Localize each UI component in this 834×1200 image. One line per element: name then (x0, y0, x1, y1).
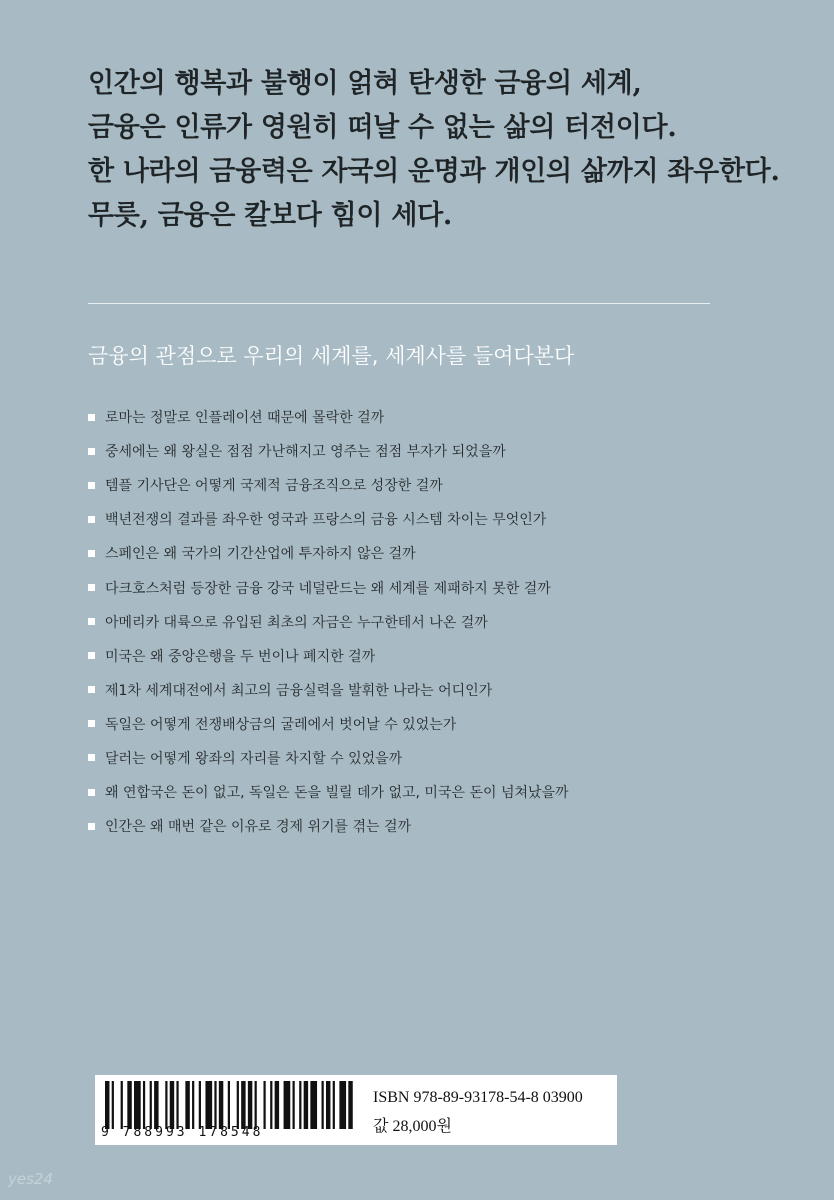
square-bullet-icon (88, 618, 95, 625)
subheading: 금융의 관점으로 우리의 세계를, 세계사를 들여다본다 (88, 344, 575, 368)
square-bullet-icon (88, 686, 95, 693)
list-item (88, 809, 569, 843)
question-text: 다크호스처럼 등장한 금융 강국 네덜란드는 왜 세계를 제패하지 못한 걸까 (105, 580, 551, 597)
list-item (88, 741, 569, 775)
question-text: 달러는 어떻게 왕좌의 자리를 차지할 수 있었을까 (105, 750, 403, 767)
list-item (88, 775, 569, 809)
list-item (88, 536, 569, 570)
question-text: 왜 연합국은 돈이 없고, 독일은 돈을 빌릴 데가 없고, 미국은 돈이 넘쳐났을까 (105, 785, 569, 802)
list-item (88, 639, 569, 673)
watermark: yes24 (8, 1170, 54, 1188)
list-item (88, 502, 569, 536)
divider (88, 303, 710, 304)
price-text: 값 28,000원 (373, 1118, 452, 1135)
question-text: 템플 기사단은 어떻게 국제적 금융조직으로 성장한 걸까 (105, 478, 443, 495)
barcode-panel (95, 1075, 617, 1145)
list-item (88, 673, 569, 707)
list-item (88, 468, 569, 502)
square-bullet-icon (88, 754, 95, 761)
square-bullet-icon (88, 414, 95, 421)
square-bullet-icon (88, 448, 95, 455)
question-text: 중세에는 왜 왕실은 점점 가난해지고 영주는 점점 부자가 되었을까 (105, 444, 506, 461)
square-bullet-icon (88, 550, 95, 557)
question-text: 로마는 정말로 인플레이션 때문에 몰락한 걸까 (105, 410, 385, 427)
barcode-icon (105, 1081, 355, 1129)
list-item (88, 400, 569, 434)
square-bullet-icon (88, 823, 95, 830)
question-text: 아메리카 대륙으로 유입된 최초의 자금은 누구한테서 나온 걸까 (105, 614, 488, 631)
question-text: 백년전쟁의 결과를 좌우한 영국과 프랑스의 금융 시스템 차이는 무엇인가 (105, 512, 547, 529)
headline-line-3: 한 나라의 금융력은 자국의 운명과 개인의 삶까지 좌우한다. (88, 156, 780, 187)
isbn-text: ISBN 978-89-93178-54-8 03900 (373, 1089, 583, 1106)
list-item (88, 605, 569, 639)
question-text: 제1차 세계대전에서 최고의 금융실력을 발휘한 나라는 어디인가 (105, 682, 493, 699)
square-bullet-icon (88, 516, 95, 523)
headline-line-1: 인간의 행복과 불행이 얽혀 탄생한 금융의 세계, (88, 68, 642, 99)
question-list (88, 400, 569, 843)
headline-line-2: 금융은 인류가 영원히 떠날 수 없는 삶의 터전이다. (88, 112, 677, 143)
barcode-digits: 9 788993 178548 (101, 1125, 264, 1140)
question-text: 스페인은 왜 국가의 기간산업에 투자하지 않은 걸까 (105, 546, 416, 563)
headline-block (88, 62, 788, 238)
question-text: 독일은 어떻게 전쟁배상금의 굴레에서 벗어날 수 있었는가 (105, 716, 457, 733)
square-bullet-icon (88, 720, 95, 727)
list-item (88, 570, 569, 604)
list-item (88, 434, 569, 468)
square-bullet-icon (88, 789, 95, 796)
square-bullet-icon (88, 482, 95, 489)
question-text: 미국은 왜 중앙은행을 두 번이나 폐지한 걸까 (105, 648, 376, 665)
list-item (88, 707, 569, 741)
square-bullet-icon (88, 584, 95, 591)
square-bullet-icon (88, 652, 95, 659)
question-text: 인간은 왜 매번 같은 이유로 경제 위기를 겪는 걸까 (105, 819, 412, 836)
headline-line-4: 무릇, 금융은 칼보다 힘이 세다. (88, 200, 452, 231)
